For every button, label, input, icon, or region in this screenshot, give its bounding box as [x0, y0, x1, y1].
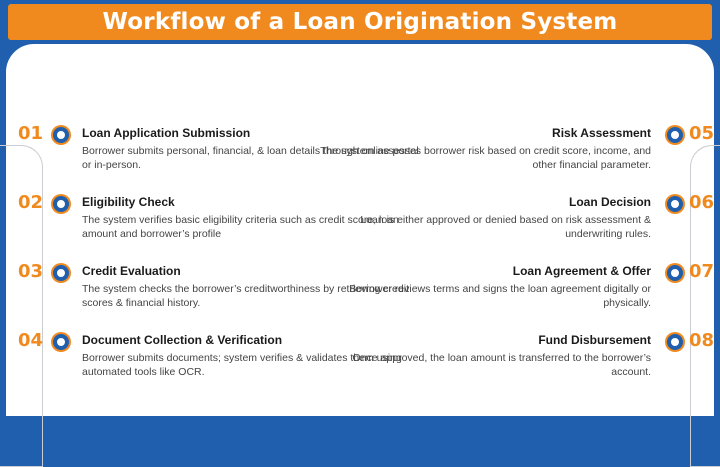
step-description: Borrower submits documents; system verifies & validates them using automated tools like OCR.: [82, 352, 402, 378]
step-number: 07: [689, 261, 715, 282]
step-description: Loan is either approved or denied based on risk assessment & underwriting rules.: [360, 214, 651, 240]
step-title: Loan Agreement & Offer: [512, 264, 651, 278]
timeline-node: [667, 127, 683, 143]
step-description: The system verifies basic eligibility criteria such as credit score, loan amount and borrower’s profile: [82, 214, 399, 240]
step-title: Loan Application Submission: [82, 126, 251, 140]
step-number: 06: [689, 192, 715, 213]
title-banner: [8, 4, 712, 40]
step-title: Fund Disbursement: [538, 333, 651, 347]
timeline-node: [53, 265, 69, 281]
content-panel: [6, 44, 714, 416]
timeline-node: [667, 265, 683, 281]
step-title: Credit Evaluation: [82, 264, 181, 278]
timeline-node: [53, 196, 69, 212]
step-title: Document Collection & Verification: [82, 333, 283, 347]
step-number: 02: [18, 192, 44, 213]
timeline-node: [53, 334, 69, 350]
step-title: Eligibility Check: [82, 195, 175, 209]
step-number: 03: [18, 261, 44, 282]
page-title: Workflow of a Loan Origination System: [102, 9, 618, 35]
step-title: Risk Assessment: [552, 126, 651, 140]
step-number: 05: [689, 123, 715, 144]
step-title: Loan Decision: [568, 195, 651, 209]
step-description: The system checks the borrower’s creditworthiness by retrieving credit scores & financial history.: [82, 283, 409, 309]
step-description: The system assesses borrower risk based on credit score, income, and other financial parameter.: [320, 145, 651, 171]
step-08: [311, 330, 715, 379]
step-description: Borrower reviews terms and signs the loan agreement digitally or physically.: [349, 283, 651, 309]
step-description: Once approved, the loan amount is transferred to the borrower’s account.: [352, 352, 651, 378]
step-05: [311, 123, 715, 172]
step-description: Borrower submits personal, financial, & loan details through online portal or in-person.: [82, 145, 419, 171]
timeline-node: [53, 127, 69, 143]
step-07: [311, 261, 715, 310]
timeline-node: [667, 196, 683, 212]
step-number: 01: [18, 123, 44, 144]
step-06: [311, 192, 715, 241]
step-number: 08: [689, 330, 715, 351]
step-number: 04: [18, 330, 44, 351]
timeline-node: [667, 334, 683, 350]
